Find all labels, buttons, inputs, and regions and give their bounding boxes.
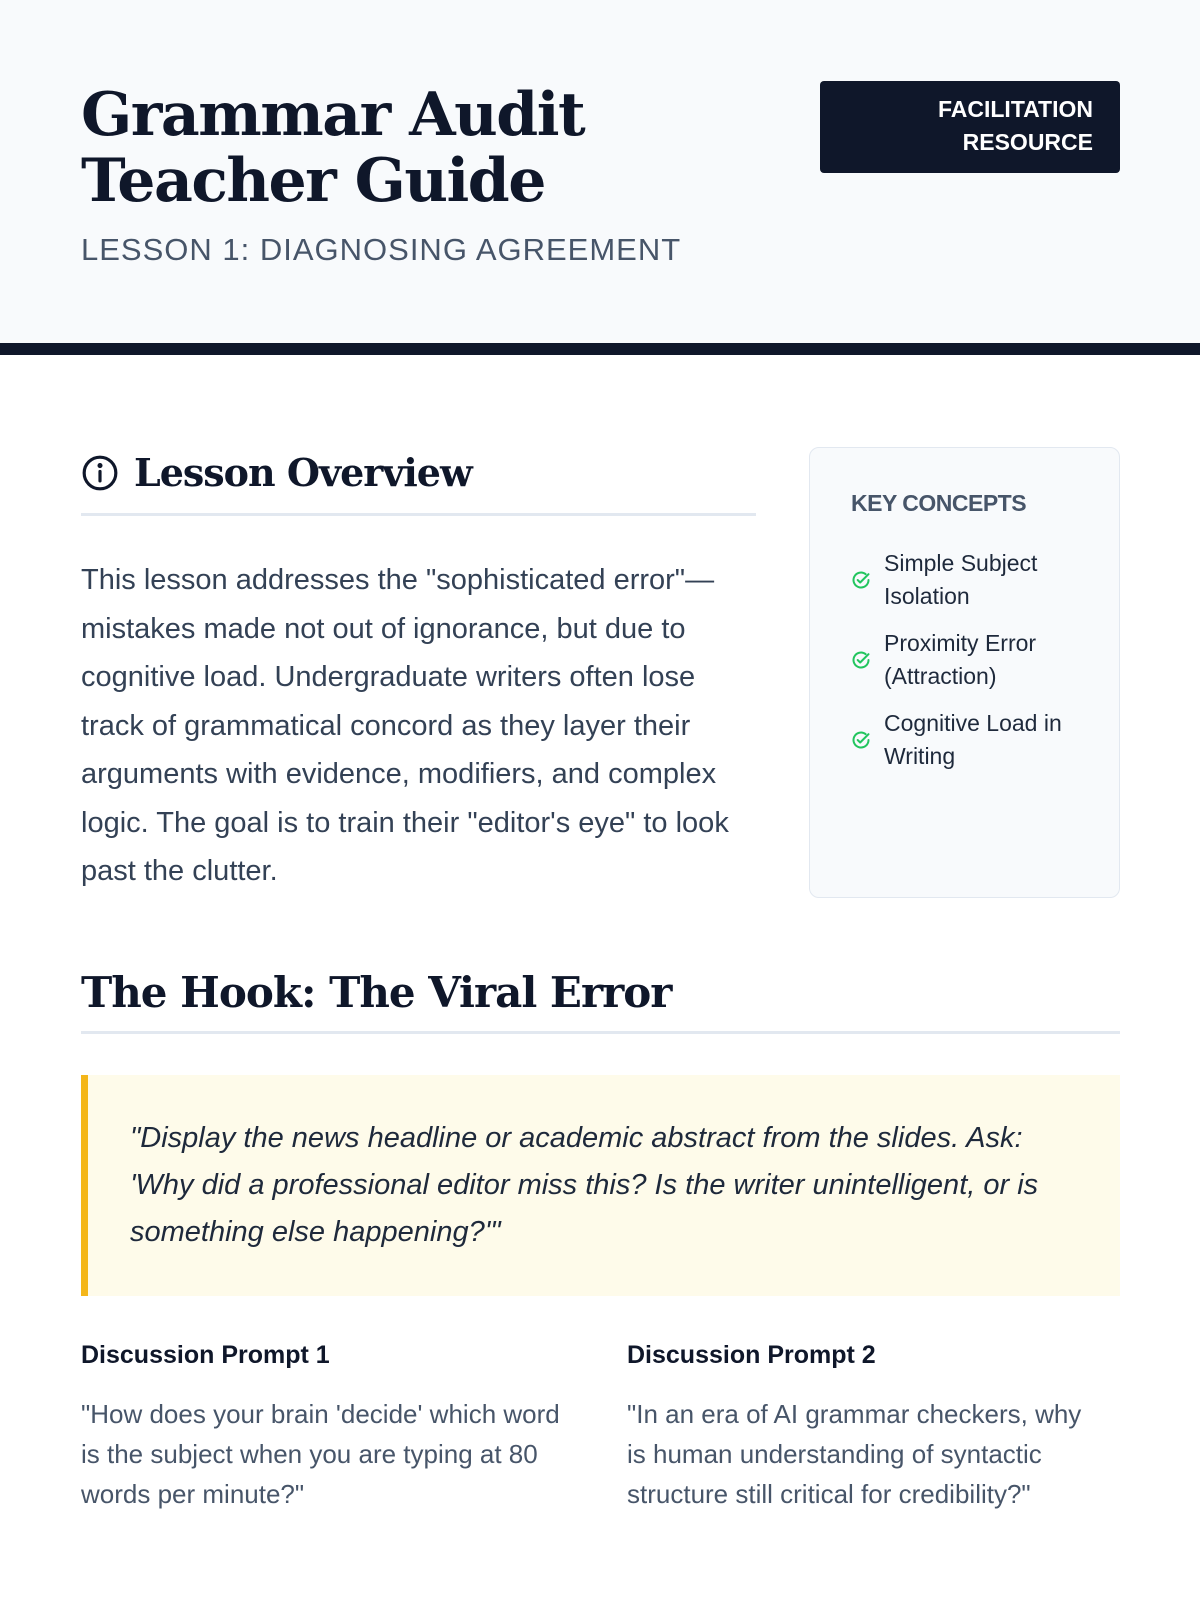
- page-header: [0, 0, 1200, 355]
- check-circle-icon: [851, 650, 871, 670]
- resource-badge: FACILITATION RESOURCE: [820, 81, 1120, 173]
- hook-quote-box: [81, 1075, 1120, 1296]
- key-concept-label: Proximity Error (Attraction): [884, 630, 1037, 689]
- discussion-prompt-title: Discussion Prompt 1: [81, 1341, 330, 1369]
- key-concept-label: Simple Subject Isolation: [884, 550, 1038, 609]
- lesson-subtitle: LESSON 1: DIAGNOSING AGREEMENT: [81, 232, 682, 267]
- discussion-prompt-text: "In an era of AI grammar checkers, why is human understanding of syntactic structure still critical for credibility?": [627, 1399, 1082, 1509]
- lesson-overview-text: This lesson addresses the "sophisticated error"—mistakes made not out of ignorance, but due to cognitive load. Undergraduate writers often lose track of grammatical concord as they layer their arguments with evidence, modifiers, and complex logic. The goal is to train their "editor's eye" to look past the clutter.: [81, 564, 729, 887]
- lesson-overview-heading: [81, 450, 756, 516]
- key-concept-item: [851, 627, 1111, 693]
- check-circle-icon: [851, 730, 871, 750]
- discussion-prompt-2: [627, 1340, 1097, 1514]
- key-concepts-card: [809, 447, 1120, 898]
- check-circle-icon: [851, 570, 871, 590]
- key-concept-item: [851, 707, 1111, 773]
- discussion-prompt-text: "How does your brain 'decide' which word is the subject when you are typing at 80 words per minute?": [81, 1399, 560, 1509]
- hook-heading: [81, 970, 1120, 1034]
- hook-quote-text: "Display the news headline or academic abstract from the slides. Ask: 'Why did a professional editor miss this? Is the writer unintelligent, or is something else happening?'": [130, 1122, 1039, 1248]
- key-concepts-heading: KEY CONCEPTS: [851, 490, 1027, 516]
- discussion-prompt-1: [81, 1340, 571, 1514]
- lesson-overview-title: Lesson Overview: [134, 450, 472, 495]
- info-icon: [81, 454, 119, 492]
- discussion-prompt-title: Discussion Prompt 2: [627, 1341, 876, 1369]
- key-concept-label: Cognitive Load in Writing: [884, 710, 1062, 769]
- key-concepts-list: [851, 547, 1111, 787]
- key-concept-item: [851, 547, 1111, 613]
- page-title: Grammar Audit Teacher Guide: [81, 80, 585, 216]
- hook-title: The Hook: The Viral Error: [81, 968, 672, 1017]
